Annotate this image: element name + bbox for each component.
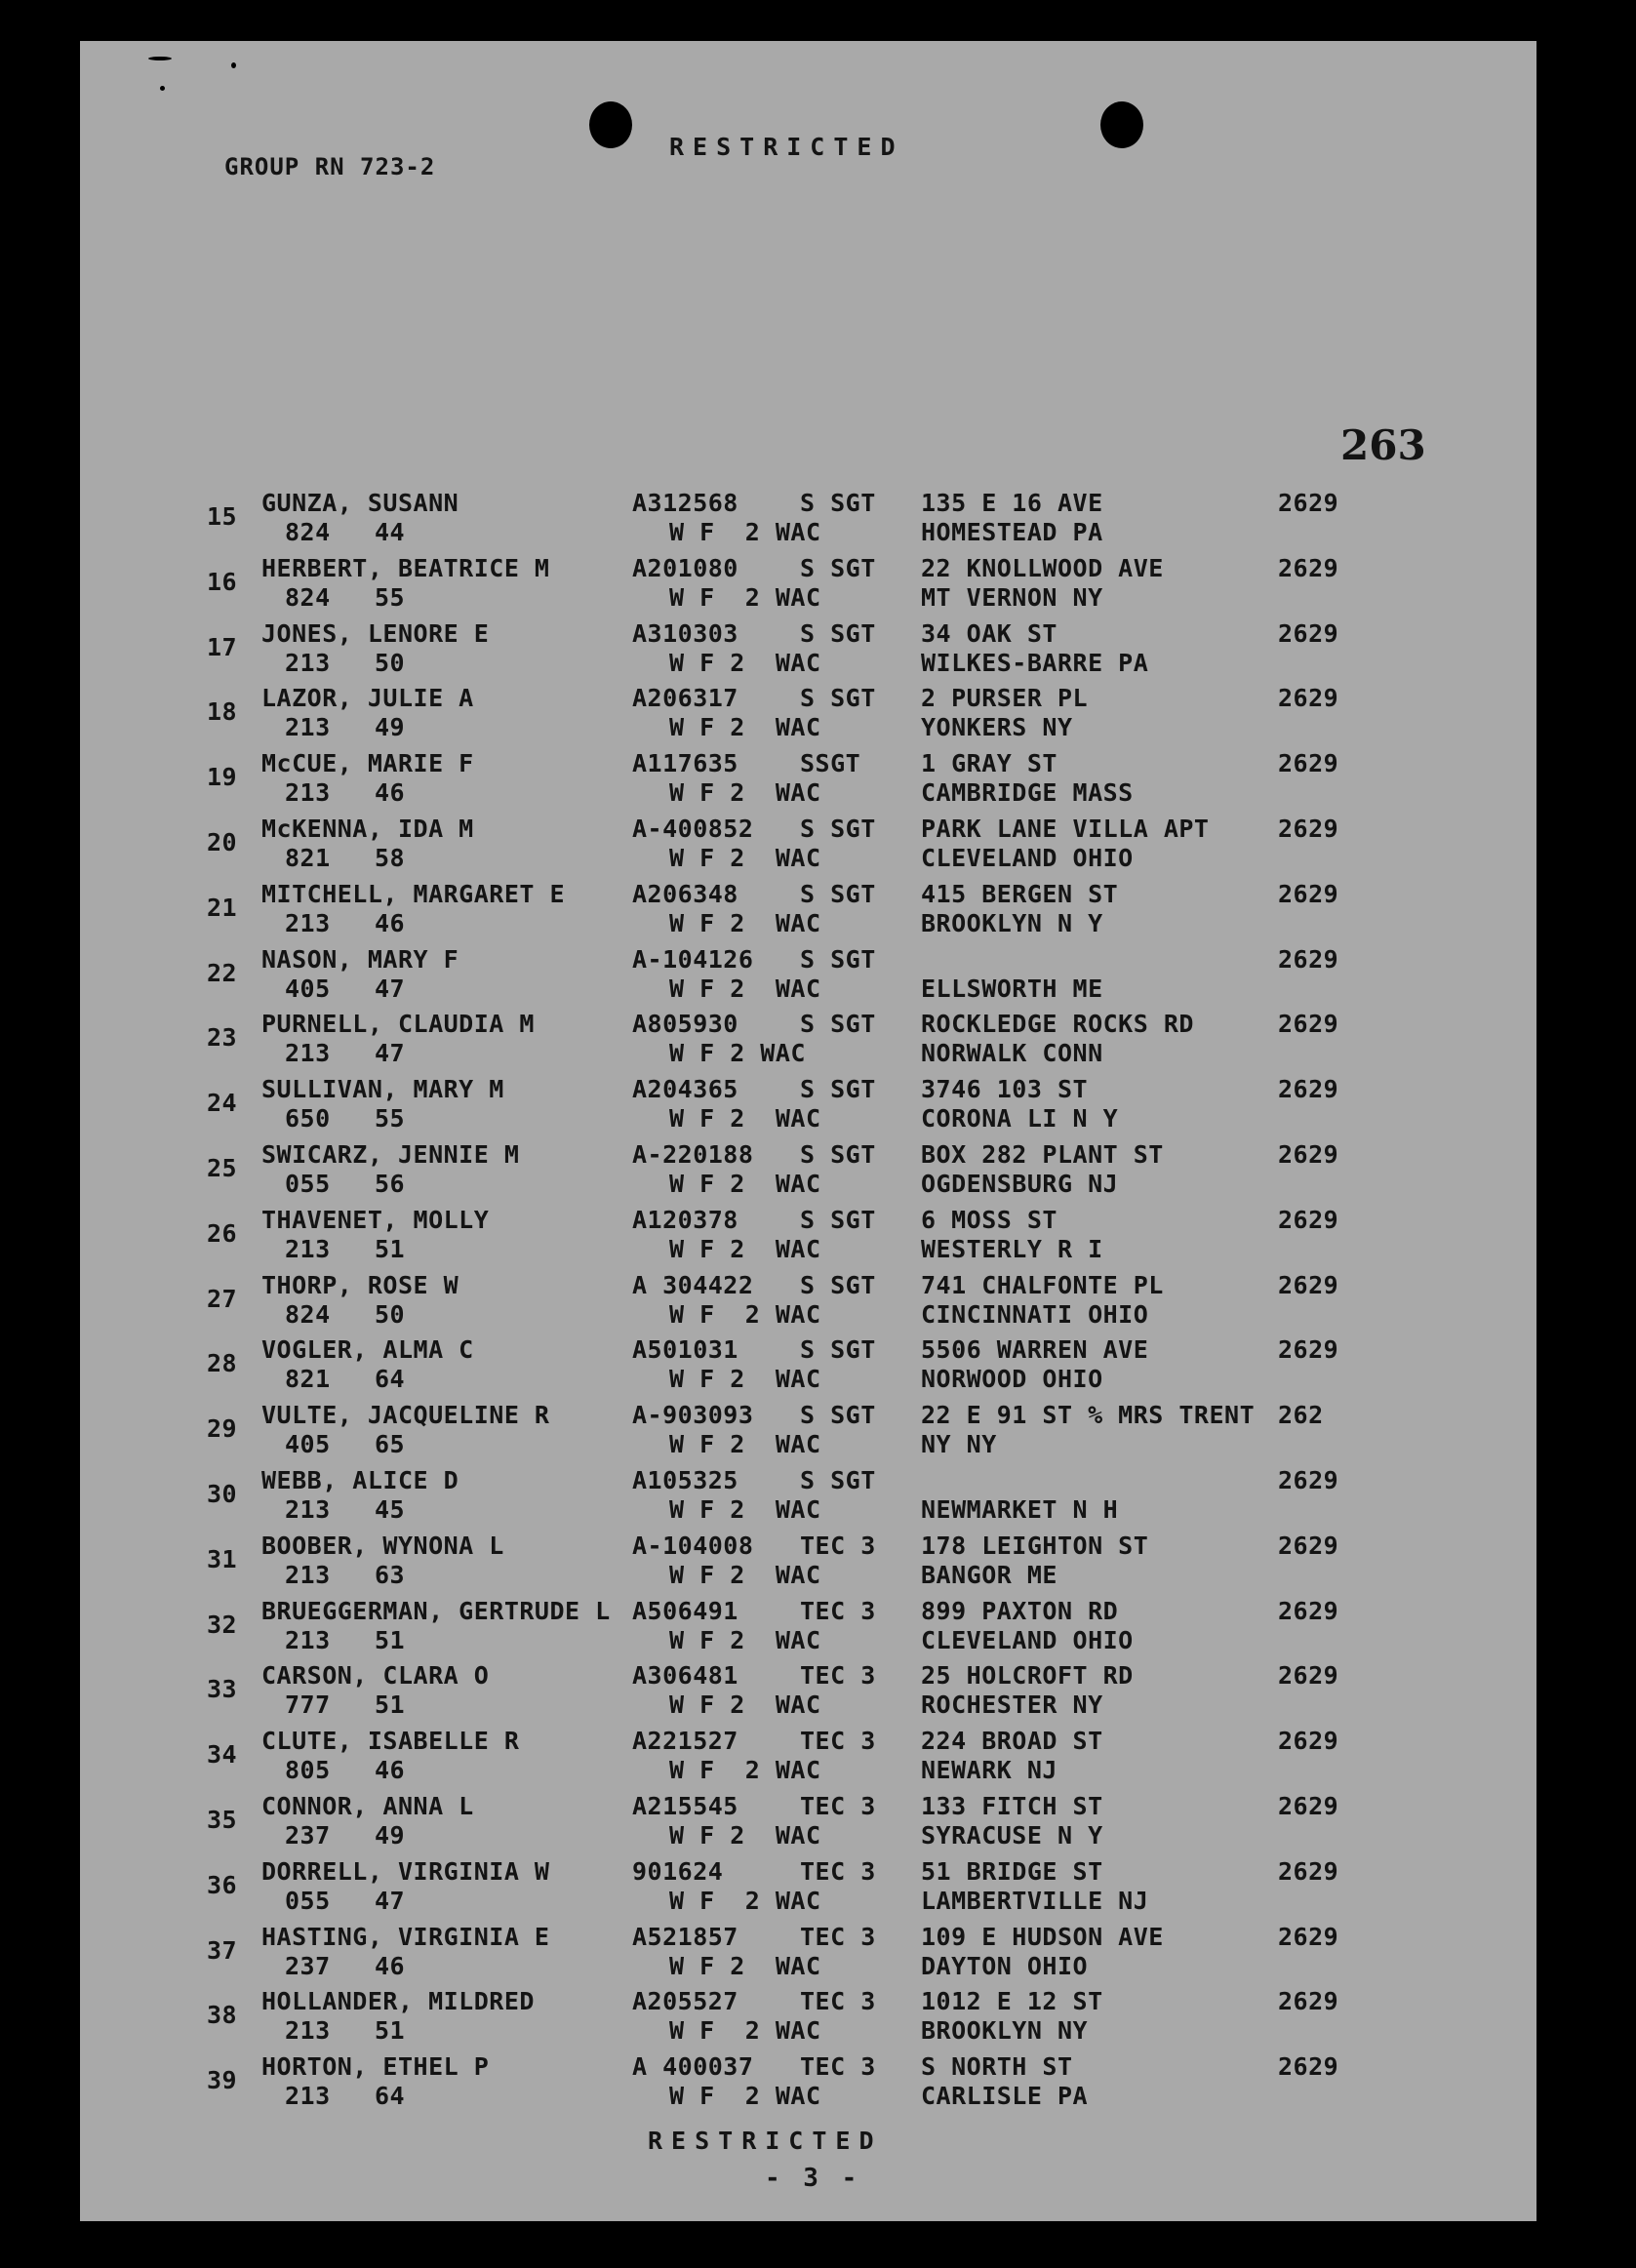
roster-entry [80,816,1536,880]
punch-hole [589,101,632,148]
address-city: HOMESTEAD PA [921,518,1103,546]
entry-number: 18 [207,697,238,727]
member-name: BRUEGGERMAN, GERTRUDE L [261,1596,611,1625]
address-street: 899 PAXTON RD [921,1596,1119,1625]
reference-number: 2629 [1278,749,1339,778]
address-street: 2 PURSER PL [921,684,1089,713]
address-city: MT VERNON NY [921,582,1103,612]
member-name: CLUTE, ISABELLE R [261,1727,520,1756]
age: 50 [375,648,406,677]
address-street: 133 FITCH ST [921,1792,1103,1820]
occupation-code: 213 [285,1039,331,1068]
roster-entry [80,620,1536,685]
reference-number: 2629 [1278,489,1339,517]
address-street: ROCKLEDGE ROCKS RD [921,1010,1194,1039]
reference-number: 2629 [1278,1075,1339,1104]
age: 44 [375,518,406,546]
age: 46 [375,1951,406,1980]
occupation-code: 237 [285,1951,331,1980]
member-name: VULTE, JACQUELINE R [261,1401,550,1430]
roster-entry [80,750,1536,815]
address-street: 34 OAK ST [921,618,1057,648]
reference-number: 2629 [1278,553,1339,582]
age: 46 [375,1756,406,1785]
rank: TEC 3 [800,1531,876,1560]
address-city: CINCINNATI OHIO [921,1299,1149,1329]
reference-number: 2629 [1278,618,1339,648]
address-city: NEWARK NJ [921,1756,1057,1785]
unit-designation: W F 2 WAC [669,2082,821,2111]
reference-number: 2629 [1278,1531,1339,1560]
member-name: HOLLANDER, MILDRED [261,1987,535,2016]
age: 56 [375,1170,406,1198]
entry-number: 31 [207,1544,238,1573]
serial-number: A117635 [632,749,738,778]
entry-number: 17 [207,632,238,661]
age: 49 [375,713,406,742]
occupation-code: 213 [285,908,331,937]
occupation-code: 824 [285,518,331,546]
group-code: GROUP RN 723-2 [224,153,436,180]
serial-number: A 400037 [632,2052,754,2082]
entry-number: 16 [207,567,238,596]
rank: S SGT [800,815,876,843]
unit-designation: W F 2 WAC [669,1886,821,1915]
address-city: CORONA LI N Y [921,1104,1119,1134]
serial-number: A120378 [632,1205,738,1234]
age: 51 [375,1691,406,1720]
rank: S SGT [800,1466,876,1494]
rank: S SGT [800,1075,876,1104]
rank: S SGT [800,1270,876,1299]
reference-number: 2629 [1278,1922,1339,1951]
serial-number: A312568 [632,489,738,517]
roster-entry [80,1728,1536,1792]
address-street: 3746 103 ST [921,1075,1089,1104]
serial-number: A310303 [632,618,738,648]
reference-number: 2629 [1278,1335,1339,1365]
age: 64 [375,1365,406,1394]
address-street: 22 E 91 ST % MRS TRENT [921,1401,1256,1430]
entry-number: 34 [207,1740,238,1770]
serial-number: A-104126 [632,944,754,974]
address-city: CAMBRIDGE MASS [921,778,1134,808]
reference-number: 2629 [1278,1661,1339,1691]
serial-number: A506491 [632,1596,738,1625]
occupation-code: 213 [285,1625,331,1654]
roster-entry [80,1402,1536,1466]
roster-entry [80,1076,1536,1140]
member-name: HERBERT, BEATRICE M [261,553,550,582]
roster-entry [80,1924,1536,1988]
address-city: YONKERS NY [921,713,1073,742]
entry-number: 38 [207,2001,238,2030]
address-street: 109 E HUDSON AVE [921,1922,1164,1951]
serial-number: A-400852 [632,815,754,843]
member-name: WEBB, ALICE D [261,1466,459,1494]
footer-page-number: - 3 - [765,2164,861,2193]
serial-number: A204365 [632,1075,738,1104]
occupation-code: 821 [285,844,331,872]
entry-number: 19 [207,763,238,792]
reference-number: 2629 [1278,815,1339,843]
reference-number: 2629 [1278,1727,1339,1756]
rank: TEC 3 [800,1661,876,1691]
member-name: GUNZA, SUSANN [261,489,459,517]
unit-designation: W F 2 WAC [669,1821,821,1850]
rank: S SGT [800,618,876,648]
reference-number: 2629 [1278,2052,1339,2082]
serial-number: A221527 [632,1727,738,1756]
ink-mark [148,57,172,60]
entry-number: 27 [207,1284,238,1313]
member-name: HORTON, ETHEL P [261,2052,490,2082]
member-name: JONES, LENORE E [261,618,490,648]
address-street: 178 LEIGHTON ST [921,1531,1149,1560]
roster-entry [80,1011,1536,1075]
classification-header: RESTRICTED [669,133,904,161]
reference-number: 262 [1278,1401,1324,1430]
roster-entry [80,490,1536,554]
rank: TEC 3 [800,1987,876,2016]
serial-number: A501031 [632,1335,738,1365]
serial-number: A205527 [632,1987,738,2016]
page-number: 263 [1340,421,1426,469]
address-city: CLEVELAND OHIO [921,844,1134,872]
unit-designation: W F 2 WAC [669,974,821,1003]
age: 64 [375,2082,406,2111]
member-name: MITCHELL, MARGARET E [261,879,566,908]
entry-number: 26 [207,1218,238,1248]
unit-designation: W F 2 WAC [669,844,821,872]
address-city: WESTERLY R I [921,1234,1103,1263]
address-street: 741 CHALFONTE PL [921,1270,1164,1299]
unit-designation: W F 2 WAC [669,1625,821,1654]
serial-number: A-903093 [632,1401,754,1430]
unit-designation: W F 2 WAC [669,1299,821,1329]
reference-number: 2629 [1278,1987,1339,2016]
serial-number: A-104008 [632,1531,754,1560]
member-name: CONNOR, ANNA L [261,1792,474,1820]
address-street: 25 HOLCROFT RD [921,1661,1134,1691]
age: 63 [375,1560,406,1589]
occupation-code: 405 [285,974,331,1003]
document-page [80,41,1536,2221]
ink-mark [231,62,236,68]
rank: TEC 3 [800,1596,876,1625]
age: 51 [375,1625,406,1654]
age: 47 [375,1886,406,1915]
address-street: 135 E 16 AVE [921,489,1103,517]
reference-number: 2629 [1278,944,1339,974]
serial-number: A201080 [632,553,738,582]
rank: S SGT [800,944,876,974]
address-city: BROOKLYN NY [921,2016,1089,2046]
roster-entry [80,1988,1536,2052]
roster-entry [80,555,1536,619]
address-city: OGDENSBURG NJ [921,1170,1119,1198]
address-street: 51 BRIDGE ST [921,1856,1103,1886]
entry-number: 33 [207,1675,238,1704]
serial-number: A-220188 [632,1140,754,1169]
member-name: DORRELL, VIRGINIA W [261,1856,550,1886]
entry-number: 32 [207,1610,238,1639]
rank: S SGT [800,879,876,908]
rank: TEC 3 [800,1856,876,1886]
member-name: VOGLER, ALMA C [261,1335,474,1365]
entry-number: 35 [207,1806,238,1834]
age: 65 [375,1430,406,1459]
reference-number: 2629 [1278,1010,1339,1039]
roster-entry [80,1141,1536,1206]
rank: TEC 3 [800,1922,876,1951]
member-name: THAVENET, MOLLY [261,1205,490,1234]
rank: S SGT [800,684,876,713]
address-city: CLEVELAND OHIO [921,1625,1134,1654]
rank: S SGT [800,1205,876,1234]
serial-number: A215545 [632,1792,738,1820]
rank: S SGT [800,1140,876,1169]
occupation-code: 777 [285,1691,331,1720]
unit-designation: W F 2 WAC [669,1430,821,1459]
address-city: NORWALK CONN [921,1039,1103,1068]
roster-entry [80,1858,1536,1923]
address-city: DAYTON OHIO [921,1951,1089,1980]
occupation-code: 055 [285,1886,331,1915]
entry-number: 39 [207,2066,238,2095]
unit-designation: W F 2 WAC [669,1234,821,1263]
rank: TEC 3 [800,2052,876,2082]
reference-number: 2629 [1278,1140,1339,1169]
occupation-code: 237 [285,1821,331,1850]
address-street: 6 MOSS ST [921,1205,1057,1234]
entry-number: 23 [207,1023,238,1053]
address-city: BROOKLYN N Y [921,908,1103,937]
address-city: NY NY [921,1430,997,1459]
occupation-code: 824 [285,582,331,612]
address-city: CARLISLE PA [921,2082,1089,2111]
address-city: BANGOR ME [921,1560,1057,1589]
occupation-code: 213 [285,2082,331,2111]
roster-entry [80,1598,1536,1662]
unit-designation: W F 2 WAC [669,1756,821,1785]
serial-number: A 304422 [632,1270,754,1299]
occupation-code: 213 [285,713,331,742]
address-street: S NORTH ST [921,2052,1073,2082]
roster-entry [80,1467,1536,1532]
age: 55 [375,1104,406,1134]
age: 46 [375,908,406,937]
age: 46 [375,778,406,808]
reference-number: 2629 [1278,1596,1339,1625]
roster-entry [80,1272,1536,1336]
roster-entry [80,1662,1536,1727]
address-city: ELLSWORTH ME [921,974,1103,1003]
member-name: McCUE, MARIE F [261,749,474,778]
age: 55 [375,582,406,612]
occupation-code: 213 [285,1234,331,1263]
occupation-code: 821 [285,1365,331,1394]
address-street: 1012 E 12 ST [921,1987,1103,2016]
entry-number: 20 [207,828,238,856]
entry-number: 24 [207,1089,238,1118]
entry-number: 29 [207,1414,238,1444]
age: 45 [375,1495,406,1524]
rank: S SGT [800,553,876,582]
rank: S SGT [800,1335,876,1365]
address-street: 415 BERGEN ST [921,879,1119,908]
unit-designation: W F 2 WAC [669,778,821,808]
rank: S SGT [800,489,876,517]
serial-number: 901624 [632,1856,724,1886]
roster-entry [80,1336,1536,1401]
entry-number: 30 [207,1480,238,1508]
entry-number: 36 [207,1870,238,1899]
roster-entry [80,685,1536,749]
member-name: HASTING, VIRGINIA E [261,1922,550,1951]
occupation-code: 405 [285,1430,331,1459]
member-name: CARSON, CLARA O [261,1661,490,1691]
address-street: 224 BROAD ST [921,1727,1103,1756]
occupation-code: 213 [285,2016,331,2046]
reference-number: 2629 [1278,1856,1339,1886]
member-name: BOOBER, WYNONA L [261,1531,504,1560]
reference-number: 2629 [1278,684,1339,713]
entry-number: 21 [207,893,238,922]
serial-number: A105325 [632,1466,738,1494]
rank: S SGT [800,1401,876,1430]
occupation-code: 650 [285,1104,331,1134]
address-city: NORWOOD OHIO [921,1365,1103,1394]
punch-hole [1100,101,1143,148]
member-name: THORP, ROSE W [261,1270,459,1299]
age: 50 [375,1299,406,1329]
reference-number: 2629 [1278,1792,1339,1820]
serial-number: A206348 [632,879,738,908]
address-city: ROCHESTER NY [921,1691,1103,1720]
reference-number: 2629 [1278,1466,1339,1494]
rank: S SGT [800,1010,876,1039]
unit-designation: W F 2 WAC [669,713,821,742]
rank: TEC 3 [800,1727,876,1756]
address-street: PARK LANE VILLA APT [921,815,1210,843]
age: 49 [375,1821,406,1850]
address-city: NEWMARKET N H [921,1495,1119,1524]
unit-designation: W F 2 WAC [669,1104,821,1134]
occupation-code: 213 [285,648,331,677]
occupation-code: 055 [285,1170,331,1198]
address-city: SYRACUSE N Y [921,1821,1103,1850]
reference-number: 2629 [1278,879,1339,908]
unit-designation: W F 2 WAC [669,908,821,937]
age: 51 [375,1234,406,1263]
member-name: PURNELL, CLAUDIA M [261,1010,535,1039]
entry-number: 28 [207,1349,238,1378]
entry-number: 37 [207,1935,238,1965]
unit-designation: W F 2 WAC [669,1560,821,1589]
unit-designation: W F 2 WAC [669,2016,821,2046]
roster-entry [80,1793,1536,1857]
unit-designation: W F 2 WAC [669,1951,821,1980]
ink-mark [160,86,165,91]
roster-entry [80,946,1536,1011]
member-name: LAZOR, JULIE A [261,684,474,713]
age: 47 [375,974,406,1003]
entry-number: 25 [207,1154,238,1182]
roster-entry [80,881,1536,945]
serial-number: A805930 [632,1010,738,1039]
reference-number: 2629 [1278,1270,1339,1299]
rank: SSGT [800,749,861,778]
roster-entry [80,2053,1536,2118]
entry-number: 22 [207,958,238,987]
member-name: SULLIVAN, MARY M [261,1075,504,1104]
occupation-code: 213 [285,1495,331,1524]
occupation-code: 805 [285,1756,331,1785]
member-name: NASON, MARY F [261,944,459,974]
occupation-code: 213 [285,1560,331,1589]
address-street: 5506 WARREN AVE [921,1335,1149,1365]
age: 58 [375,844,406,872]
unit-designation: W F 2 WAC [669,1170,821,1198]
address-street: 22 KNOLLWOOD AVE [921,553,1164,582]
classification-footer: RESTRICTED [648,2127,883,2155]
address-city: WILKES-BARRE PA [921,648,1149,677]
member-name: McKENNA, IDA M [261,815,474,843]
reference-number: 2629 [1278,1205,1339,1234]
age: 47 [375,1039,406,1068]
serial-number: A521857 [632,1922,738,1951]
rank: TEC 3 [800,1792,876,1820]
age: 51 [375,2016,406,2046]
occupation-code: 213 [285,778,331,808]
unit-designation: W F 2 WAC [669,1365,821,1394]
member-name: SWICARZ, JENNIE M [261,1140,520,1169]
roster-entry [80,1532,1536,1597]
roster-entry [80,1207,1536,1271]
unit-designation: W F 2 WAC [669,582,821,612]
entry-number: 15 [207,502,238,531]
occupation-code: 824 [285,1299,331,1329]
serial-number: A306481 [632,1661,738,1691]
unit-designation: W F 2 WAC [669,648,821,677]
unit-designation: W F 2 WAC [669,518,821,546]
unit-designation: W F 2 WAC [669,1691,821,1720]
unit-designation: W F 2 WAC [669,1495,821,1524]
address-street: 1 GRAY ST [921,749,1057,778]
address-city: LAMBERTVILLE NJ [921,1886,1149,1915]
address-street: BOX 282 PLANT ST [921,1140,1164,1169]
unit-designation: W F 2 WAC [669,1039,806,1068]
serial-number: A206317 [632,684,738,713]
